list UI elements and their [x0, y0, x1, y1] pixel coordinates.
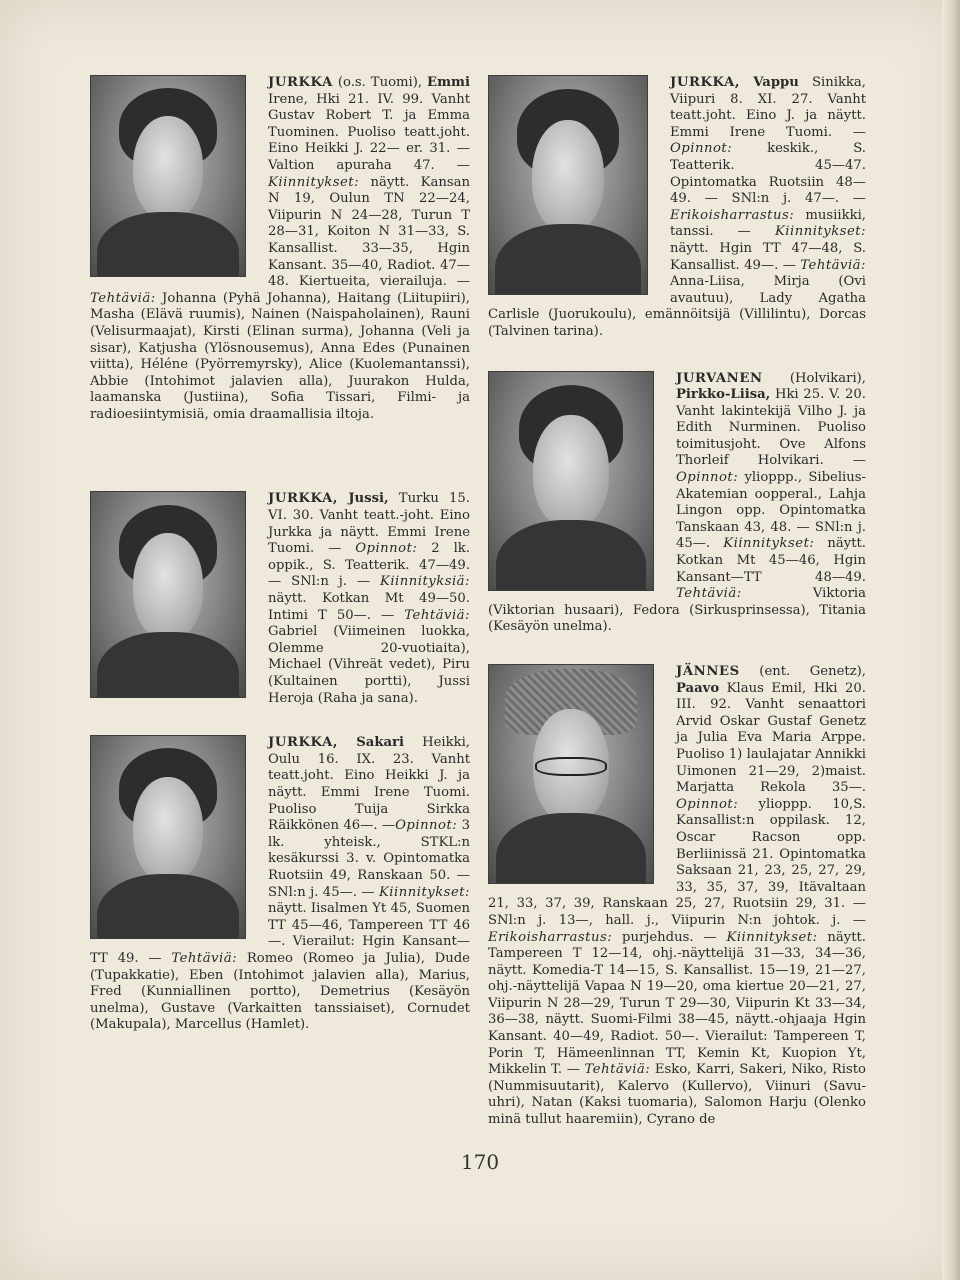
entry-vappu-jurkka: JURKKA, Vappu Sinikka, Viipuri 8. XI. 27. Vanht teatt.joht. Eino J. ja näytt. Emmi Irene Tuomi. — Opinnot: keskik., S. Teatterik. 45—47. Opintomatka Ruotsiin 48—49. — SNl:n j. 47—. — Erikoisharrastus: musiikki, tanssi. — Kiinnitykset: näytt. Hgin TT 47—48, S. Kansallist. 49—. — Tehtäviä: Anna-Liisa, Mirja (Ovi avautuu), Lady Agatha Carlisle (Juorukoulu), emännöitsijä (Villilintu), Dorcas (Talvinen tarina). [488, 75, 866, 339]
entry-surname: JÄNNES [676, 664, 740, 679]
entry-sakari-jurkka: JURKKA, Sakari Heikki, Oulu 16. IX. 23. Vanht teatt.joht. Eino Heikki J. ja näytt. Emmi Irene Tuomi. Puoliso Tuija Sirkka Räikkönen 46—. —Opinnot: 3 lk. yhteisk., STKL:n kesäkurssi 3. v. Opintomatka Ruotsiin 49, Ranskaan 50. — SNl:n j. 45—. — Kiinnitykset: näytt. Iisalmen Yt 45, Suomen TT 45—46, Tampereen TT 46—. Vierailut: Hgin Kansant—TT 49. — Tehtäviä: Romeo (Romeo ja Julia), Dude (Tupakkatie), Eben (Intohimot jalavien alla), Marius, Fred (Kunniallinen portto), Demetrius (Kesäyön unelma), Gustave (Varkaitten tanssiaiset), Cornudet (Makupala), Marcellus (Hamlet). [90, 735, 470, 1033]
photo-emmi-jurkka [90, 75, 246, 277]
entry-surname: JURKKA [268, 75, 333, 90]
photo-vappu-jurkka [488, 75, 648, 295]
entry-emmi-jurkka: JURKKA (o.s. Tuomi), Emmi Irene, Hki 21. IV. 99. Vanht Gustav Robert T. ja Emma Tuominen. Puoliso teatt.joht. Eino Heikki J. 22— er. 31. — Valtion apuraha 47. — Kiinnitykset: näytt. Kansan N 19, Oulun TN 22—24, Viipurin N 24—28, Turun T 28—31, Koiton N 31—33, S. Kansallist. 33—35, Hgin Kansant. 35—40, Radiot. 47—48. Kiertueita, vierailuja. — Tehtäviä: Johanna (Pyhä Johanna), Haitang (Liitupiiri), Masha (Elävä ruumis), Nainen (Naispaholainen), Rauni (Velisurmaajat), Kirsti (Elinan surma), Johanna (Veli ja sisar), Katjusha (Ylösnousemus), Anna Edes (Punainen viitta), Héléne (Pyörremyrsky), Alice (Kuolemantanssi), Abbie (Intohimot jalavien alla), Juurakon Hulda, laamanska (Justiina), Sofia Tissari, Filmi- ja radioesiintymisiä, omia draamallisia iltoja. [90, 75, 470, 422]
right-column [488, 75, 866, 1129]
entry-surname: JURVANEN [676, 370, 763, 386]
photo-pirkko-liisa-jurvanen [488, 371, 654, 591]
left-column [90, 75, 470, 1034]
entry-paavo-jannes: JÄNNES (ent. Genetz), Paavo Klaus Emil, Hki 20. III. 92. Vanht senaattori Arvid Oskar Gustaf Genetz ja Julia Eva Maria Arppe. Puoliso 1) laulajatar Annikki Uimonen 21—29, 2)maist. Marjatta Rekola 35—. Opinnot: ylioppp. 10,S. Kansallist:n oppilask. 12, Oscar Racson opp. Berliinissä 21. Opintomatka Saksaan 21, 23, 25, 27, 29, 33, 35, 37, 39, Itävaltaan 21, 33, 37, 39, Ranskaan 25, 27, Ruotsiin 29, 31. — SNl:n j. 13—, hall. j., Viipurin N:n johtok. j. — Erikoisharrastus: purjehdus. — Kiinnitykset: näytt. Tampereen T 12—14, ohj.-näyttelijä 31—33, 34—36, näytt. Komedia-T 14—15, S. Kansallist. 15—19, 21—27, ohj.-näyttelijä Vapaa N 19—20, oma kiertue 20—21, 27, Viipurin N 28—29, Turun T 29—30, Viipurin Kt 33—34, 36—38, näytt. Suomi-Filmi 38—45, näytt.-ohjaaja Hgin Kansant. 40—49, Radiot. 50—. Vierailut: Tampereen T, Porin T, Hämeenlinnan TT, Kemin Kt, Kuopion Yt, Mikkelin T. — Tehtäviä: Esko, Karri, Sakeri, Niko, Risto (Nummisuutarit), Kalervo (Kullervo), Viinuri (Savu-uhri), Natan (Kaksi tuomaria), Salomon Harju (Olenko minä tullut haaremiin), Cyrano de [488, 664, 866, 1128]
entry-firstname: Jussi, [348, 491, 389, 507]
entry-surname: JURKKA, [268, 735, 339, 751]
photo-paavo-jannes [488, 664, 654, 884]
entry-firstname: Vappu [753, 75, 799, 90]
entry-firstname: Emmi [427, 75, 470, 90]
glasses-icon [535, 757, 607, 777]
photo-jussi-jurkka [90, 491, 246, 698]
entry-jussi-jurkka: JURKKA, Jussi, Turku 15. VI. 30. Vanht teatt.-joht. Eino Jurkka ja näytt. Emmi Irene Tuomi. — Opinnot: 2 lk. oppik., S. Teatterik. 47—49. — SNl:n j. — Kiinnityksiä: näytt. Kotkan Mt 49—50. Intimi T 50—. — Tehtäviä: Gabriel (Viimeinen luokka, Olemme 20-vuotiaita), Michael (Vihreät vedet), Piru (Kultainen portti), Jussi Heroja (Raha ja sana). [90, 491, 470, 707]
entry-firstname: Sakari [356, 735, 404, 751]
entry-surname: JURKKA, [670, 75, 741, 90]
entry-firstname: Pirkko-Liisa, [676, 387, 771, 403]
page-edge-shadow [942, 0, 960, 1280]
entry-pirkko-liisa-jurvanen: JURVANEN (Holvikari), Pirkko-Liisa, Hki 25. V. 20. Vanht lakintekijä Vilho J. ja Edith Nurminen. Puoliso toimitusjoht. Ove Alfons Thorleif Holvikari. — Opinnot: ylioppp., Sibelius-Akatemian oopperal., Lahja Lingon opp. Opintomatka Tanskaan 43, 48. — SNl:n j. 45—. Kiinnitykset: näytt. Kotkan Mt 45—46, Hgin Kansant—TT 48—49. Tehtäviä: Viktoria (Viktorian husaari), Fedora (Sirkusprinsessa), Titania (Kesäyön unelma). [488, 370, 866, 635]
page-number: 170 [460, 1150, 500, 1174]
photo-sakari-jurkka [90, 735, 246, 939]
entry-surname: JURKKA, [268, 491, 339, 507]
entry-firstname: Paavo [676, 680, 720, 696]
